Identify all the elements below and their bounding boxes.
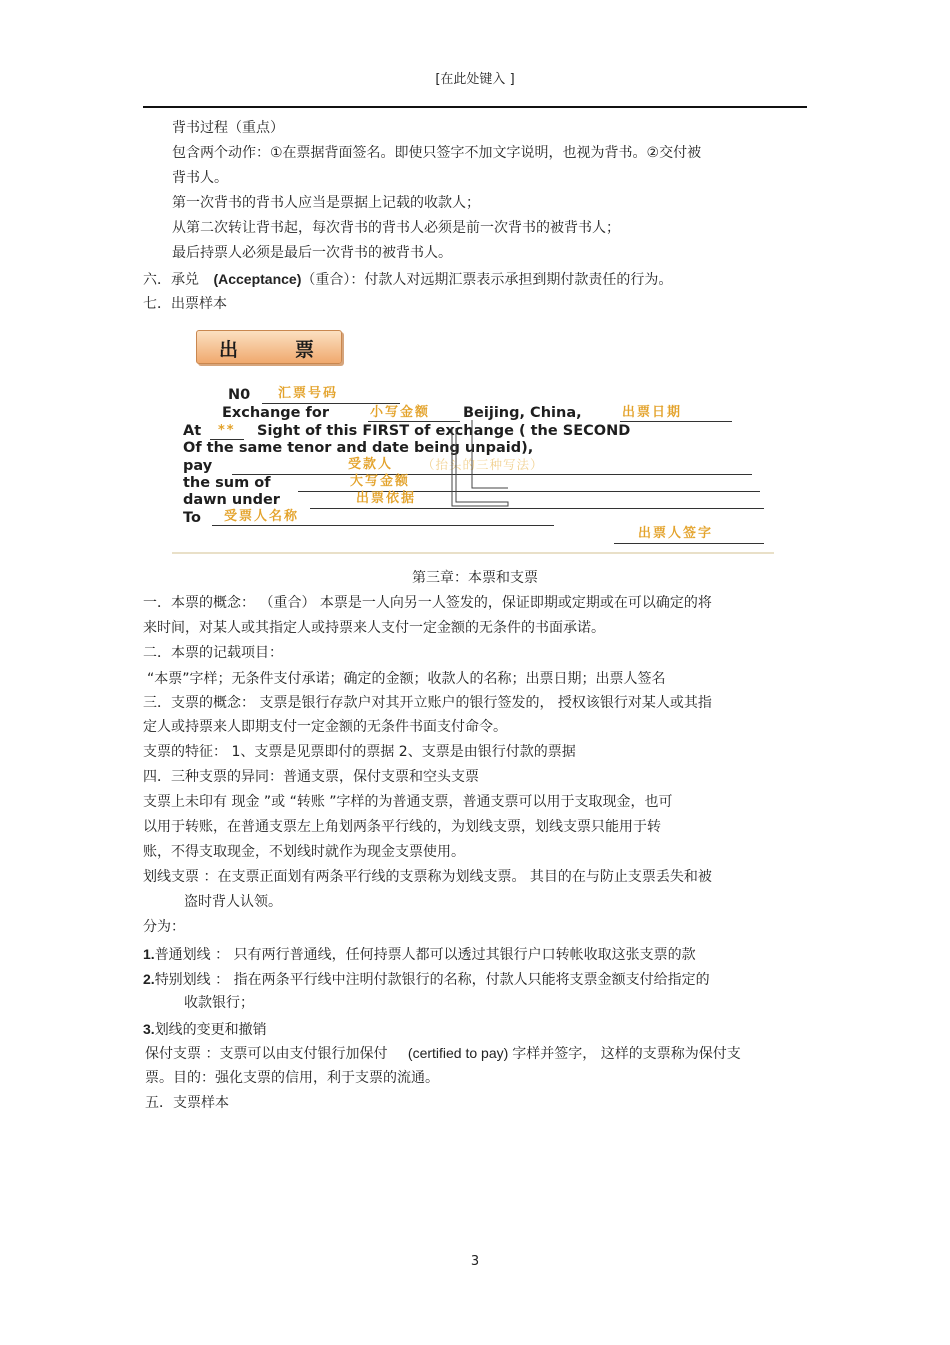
banner-char-right: 票 [295,339,316,361]
p6a: 支票上未印有 现金 ”或 “转账 ”字样的为普通支票，普通支票可以用于支取现金，也可 [143,794,673,810]
p5: 四．三种支票的异同：普通支票，保付支票和空头支票 [143,769,479,785]
exchange-value: 小写金额 [370,405,431,420]
p12a-1: 保付支票 ：支票可以由支付银行加保付 [145,1046,388,1062]
p12a-2: 字样并签字， 这样的支票称为保付支 [512,1046,741,1062]
p12a [145,1043,741,1064]
date-value: 出票日期 [622,405,683,420]
p10b: 收款银行； [184,995,254,1011]
page-number: 3 [470,1254,480,1269]
bracket-lines [172,328,782,560]
p10-text: 特别划线 ： 指在两条平行线中注明付款银行的名称，付款人只能将支票金额支付给指定的 [154,972,710,988]
tenor-line: Of the same tenor and date being unpaid), [183,440,534,456]
page-header: [在此处键入 ] [435,72,515,87]
p1b: 来时间，对某人或其指定人或持票来人支付一定金额的无条件的书面承诺。 [143,620,605,636]
p11-num: 3. [143,1021,155,1037]
p10-num: 2. [143,971,155,987]
endorse-line2: 第一次背书的背书人应当是票据上记载的收款人； [172,195,480,211]
sum-label: the sum of [183,475,271,491]
to-label: To [183,510,201,526]
pay-value: 受款人 [348,457,394,472]
p7b: 盗时背人认领。 [184,894,282,910]
p11 [143,1019,267,1040]
at-value: ** [218,423,236,438]
chapter-title: 第三章：本票和支票 [412,570,538,586]
header-rule [143,106,807,108]
p4: 支票的特征： 1、支票是见票即付的票据 2、支票是由银行付款的票据 [143,744,576,760]
signature-value: 出票人签字 [638,526,714,541]
no-value: 汇票号码 [278,386,339,401]
p7a: 划线支票 ：在支票正面划有两条平行线的支票称为划线支票。 其目的在与防止支票丢失和被 [143,869,712,885]
sum-value: 大写金额 [350,474,411,489]
pay-label: pay [183,458,213,474]
p1a: 一．本票的概念： （重合） 本票是一人向另一人签发的，保证即期或定期或在可以确定的将 [143,595,712,611]
p13: 五．支票样本 [145,1095,229,1111]
endorse-line4: 最后持票人必须是最后一次背书的被背书人。 [172,245,452,261]
p6b: 以用于转账，在普通支票左上角划两条平行线的，为划线支票，划线支票只能用于转 [143,819,661,835]
p10 [143,969,710,990]
banner-char-left: 出 [219,339,240,361]
item-6-num: 六．承兑 [143,272,199,288]
item-7: 七．出票样本 [143,296,227,312]
endorse-line1: 包含两个动作：①在票据背面签名。即使只签字不加文字说明，也视为背书。②交付被 [172,145,702,161]
p2b: “本票”字样；无条件支付承诺；确定的金额；收款人的名称；出票日期；出票人签名 [147,671,666,687]
bill-sample-image [172,328,782,560]
pay-note: （抬头的三种写法） [422,457,544,472]
p2: 二．本票的记载项目： [143,645,283,661]
p12b: 票。目的：强化支票的信用，利于支票的流通。 [145,1070,439,1086]
p9 [143,944,696,965]
image-base-line [172,552,774,554]
sight-text: Sight of this FIRST of exchange ( the SECOND [257,423,631,439]
drawn-value: 出票依据 [356,491,417,506]
item-6-en: (Acceptance) [213,271,302,287]
p3b: 定人或持票来人即期支付一定金额的无条件书面支付命令。 [143,719,507,735]
at-label: At [183,423,202,439]
p3a: 三．支票的概念： 支票是银行存款户对其开立账户的银行签发的， 授权该银行对某人或其指 [143,695,712,711]
endorse-line3: 从第二次转让背书起，每次背书的背书人必须是前一次背书的被背书人； [172,220,620,236]
drawn-label: dawn under [183,492,280,508]
p11-text: 划线的变更和撤销 [154,1022,267,1038]
p12a-en: (certified to pay) [407,1045,509,1061]
exchange-label: Exchange for [222,405,329,421]
endorse-line1b: 背书人。 [172,170,228,186]
p6c: 账，不得支取现金，不划线时就作为现金支票使用。 [143,844,465,860]
p9-text: 普通划线 ： 只有两行普通线，任何持票人都可以透过其银行户口转帐收取这张支票的款 [154,947,696,963]
p9-num: 1. [143,946,155,962]
place: Beijing, China, [463,405,582,421]
to-value: 受票人名称 [224,509,300,524]
item-6-rest: （重合）：付款人对远期汇票表示承担到期付款责任的行为。 [301,272,673,288]
no-label: N0 [228,387,251,403]
item-6 [143,269,672,290]
endorse-title: 背书过程（重点） [172,120,284,136]
p8: 分为： [143,919,185,935]
